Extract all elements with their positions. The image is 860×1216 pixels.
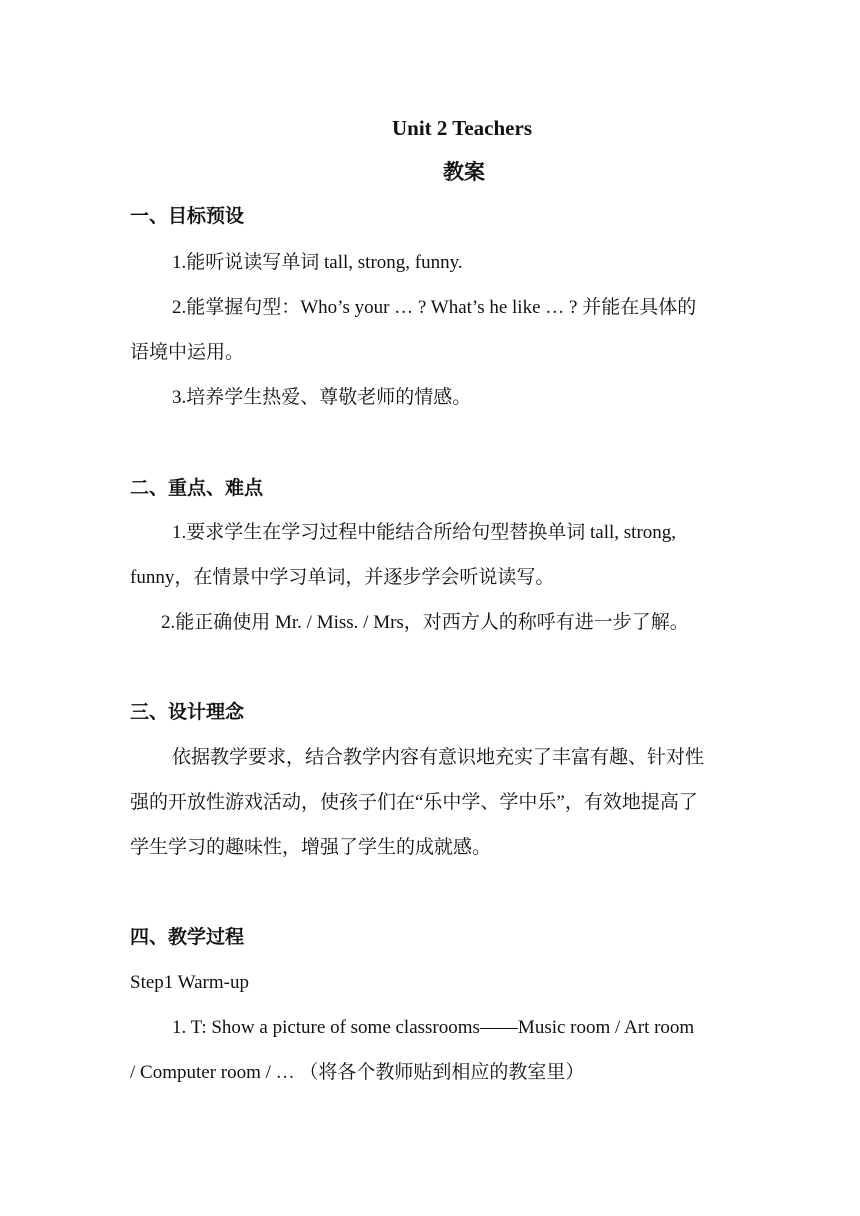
document-title: Unit 2 Teachers — [391, 116, 532, 140]
paragraph-line: 1. T: Show a picture of some classrooms——Music room / Art room — [172, 1017, 695, 1038]
section-heading-key-points: 二、重点、难点 — [130, 478, 264, 499]
section-heading-teaching-process: 四、教学过程 — [130, 927, 245, 948]
document-subtitle: 教案 — [443, 160, 485, 184]
paragraph-line: 强的开放性游戏活动，使孩子们在“乐中学、学中乐”，有效地提高了 — [130, 792, 698, 813]
paragraph-line: funny，在情景中学习单词，并逐步学会听说读写。 — [130, 567, 555, 588]
section-heading-goals: 一、目标预设 — [130, 206, 245, 227]
paragraph-line: 2.能正确使用 Mr. / Miss. / Mrs，对西方人的称呼有进一步了解。 — [161, 612, 689, 633]
paragraph-line: 1.能听说读写单词 tall, strong, funny. — [172, 252, 463, 273]
paragraph-line: / Computer room / … （将各个教师贴到相应的教室里） — [130, 1062, 585, 1083]
paragraph-line: 语境中运用。 — [130, 342, 245, 363]
paragraph-line: 依据教学要求，结合教学内容有意识地充实了丰富有趣、针对性 — [172, 747, 705, 768]
section-heading-design-concept: 三、设计理念 — [130, 702, 245, 723]
paragraph-line: 2.能掌握句型：Who’s your … ? What’s he like … ? 并能在具体的 — [172, 297, 697, 318]
paragraph-line: 3.培养学生热爱、尊敬老师的情感。 — [172, 387, 472, 408]
step-heading: Step1 Warm-up — [130, 972, 249, 993]
paragraph-line: 学生学习的趣味性，增强了学生的成就感。 — [130, 837, 492, 858]
paragraph-line: 1.要求学生在学习过程中能结合所给句型替换单词 tall, strong, — [172, 522, 677, 543]
